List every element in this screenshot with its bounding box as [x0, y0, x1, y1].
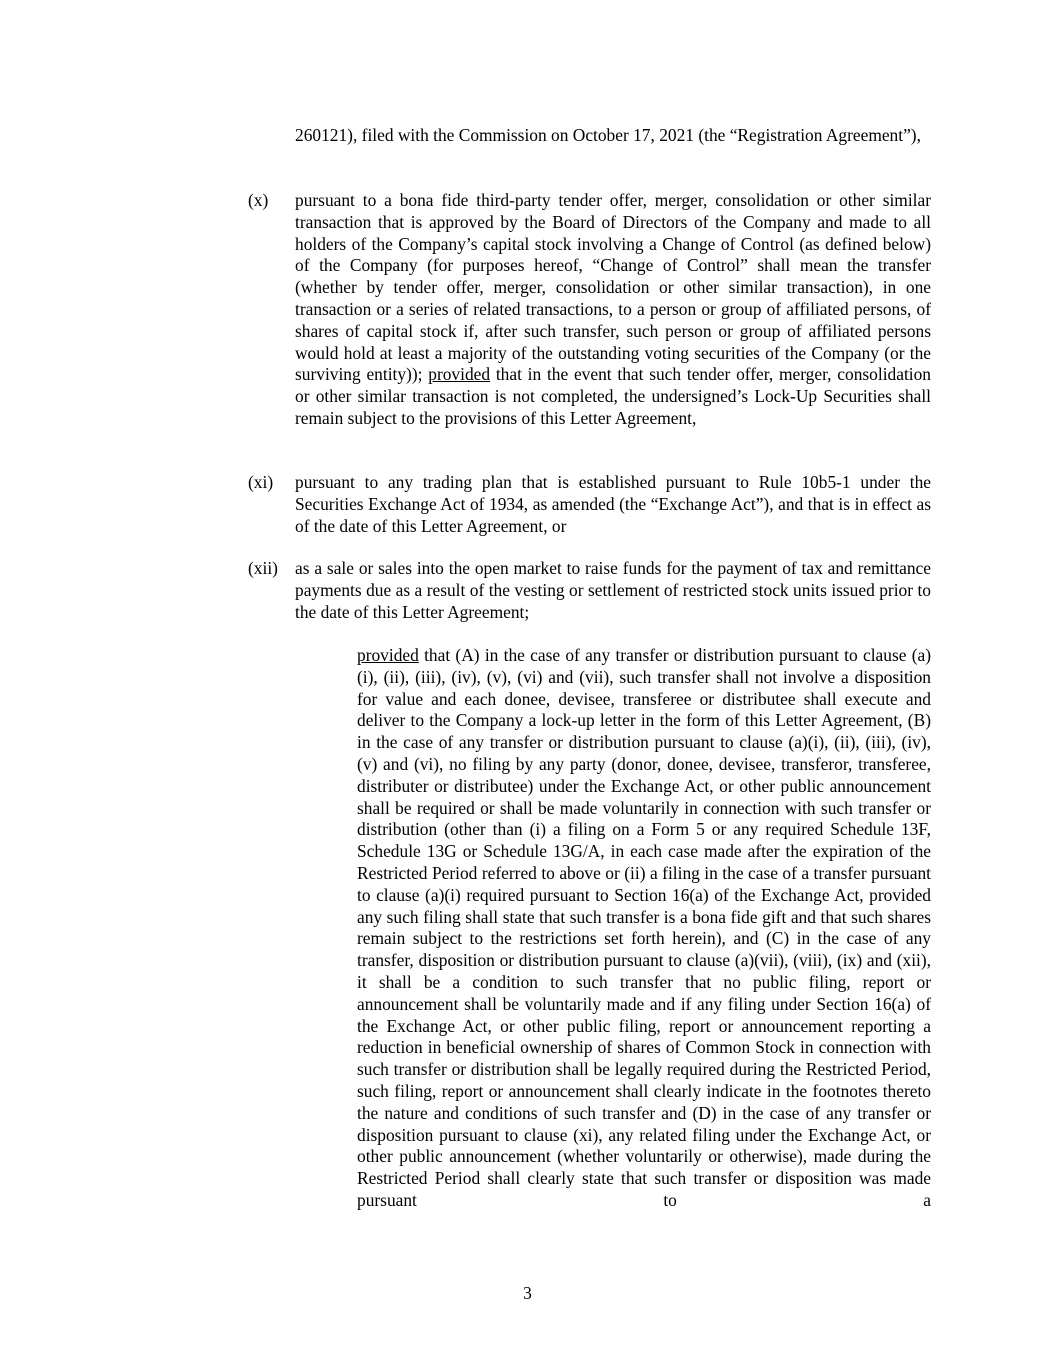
clause-x-text-after: that in the event that such tender offer, merger, consolidation or other similar transaction is not completed, the undersigned’s Lock-Up Securities shall remain subject to the provisions of this Letter Agreement, [295, 364, 931, 428]
clause-number-xii: (xii) [248, 558, 278, 578]
page-number: 3 [523, 1283, 532, 1303]
clause-x-text [295, 190, 931, 430]
clause-xii-text: as a sale or sales into the open market to raise funds for the payment of tax and remittance payments due as a result of the vesting or settlement of restricted stock units issued prior to the date of this Letter Agreement; [295, 558, 931, 622]
clause-xi-text: pursuant to any trading plan that is established pursuant to Rule 10b5-1 under the Securities Exchange Act of 1934, as amended (the “Exchange Act”), and that is in effect as of the date of this Letter Agreement, or [295, 472, 931, 536]
clause-number-x: (x) [248, 190, 269, 210]
provided-underlined-x: provided [428, 364, 491, 385]
proviso-paragraph [357, 645, 931, 1212]
proviso-text: that (A) in the case of any transfer or distribution pursuant to clause (a)(i), (ii), (iii), (iv), (v), (vi) and (vii), such transfer shall not involve a disposition for value and each donee, devisee, transferee or distributee shall execute and deliver to the Company a lock-up letter in the form of this Letter Agreement, (B) in the case of any transfer or distribution pursuant to clause (a)(i), (ii), (iii), (iv), (v) and (vi), no filing by any party (donor, donee, devisee, transferor, transferee, distributer or distributee) under the Exchange Act, or other public announcement shall be required or shall be made voluntarily in connection with such transfer or distribution (other than (i) a filing on a Form 5 or any required Schedule 13F, Schedule 13G or Schedule 13G/A, in each case made after the expiration of the Restricted Period referred to above or (ii) a filing in the case of a transfer pursuant to clause (a)(i) required pursuant to Section 16(a) of the Exchange Act, provided any such filing shall state that such transfer is a bona fide gift and that such shares remain subject to the restrictions set forth herein), and (C) in the case of any transfer, disposition or distribution pursuant to clause (a)(vii), (viii), (ix) and (xii), it shall be a condition to such transfer that no public filing, report or announcement shall be voluntarily made and if any filing under Section 16(a) of the Exchange Act, or other public filing, report or announcement reporting a reduction in beneficial ownership of shares of Common Stock in connection with such transfer or distribution shall be legally required during the Restricted Period, such filing, report or announcement shall clearly indicate in the footnotes thereto the nature and conditions of such transfer and (D) in the case of any transfer or disposition pursuant to clause (xi), any related filing under the Exchange Act, or other public announcement (whether voluntarily or otherwise), made during the Restricted Period shall clearly state that such transfer or disposition was made pursuant to a [357, 645, 931, 1210]
provided-underlined-proviso: provided [357, 645, 419, 665]
intro-paragraph: 260121), filed with the Commission on October 17, 2021 (the “Registration Agreement”), [295, 125, 921, 145]
clause-x-text-before: pursuant to a bona fide third-party tender offer, merger, consolidation or other similar transaction that is approved by the Board of Directors of the Company and made to all holders of the Company’s capital stock involving a Change of Control (as defined below) of the Company (for purposes hereof, “Change of Control” shall mean the transfer (whether by tender offer, merger, consolidation or other similar transaction), in one transaction or a series of related transactions, to a person or group of affiliated persons, of shares of capital stock if, after such transfer, such person or group of affiliated persons would hold at least a majority of the outstanding voting securities of the Company (or the surviving entity)); [295, 190, 931, 385]
clause-number-xi: (xi) [248, 472, 274, 492]
